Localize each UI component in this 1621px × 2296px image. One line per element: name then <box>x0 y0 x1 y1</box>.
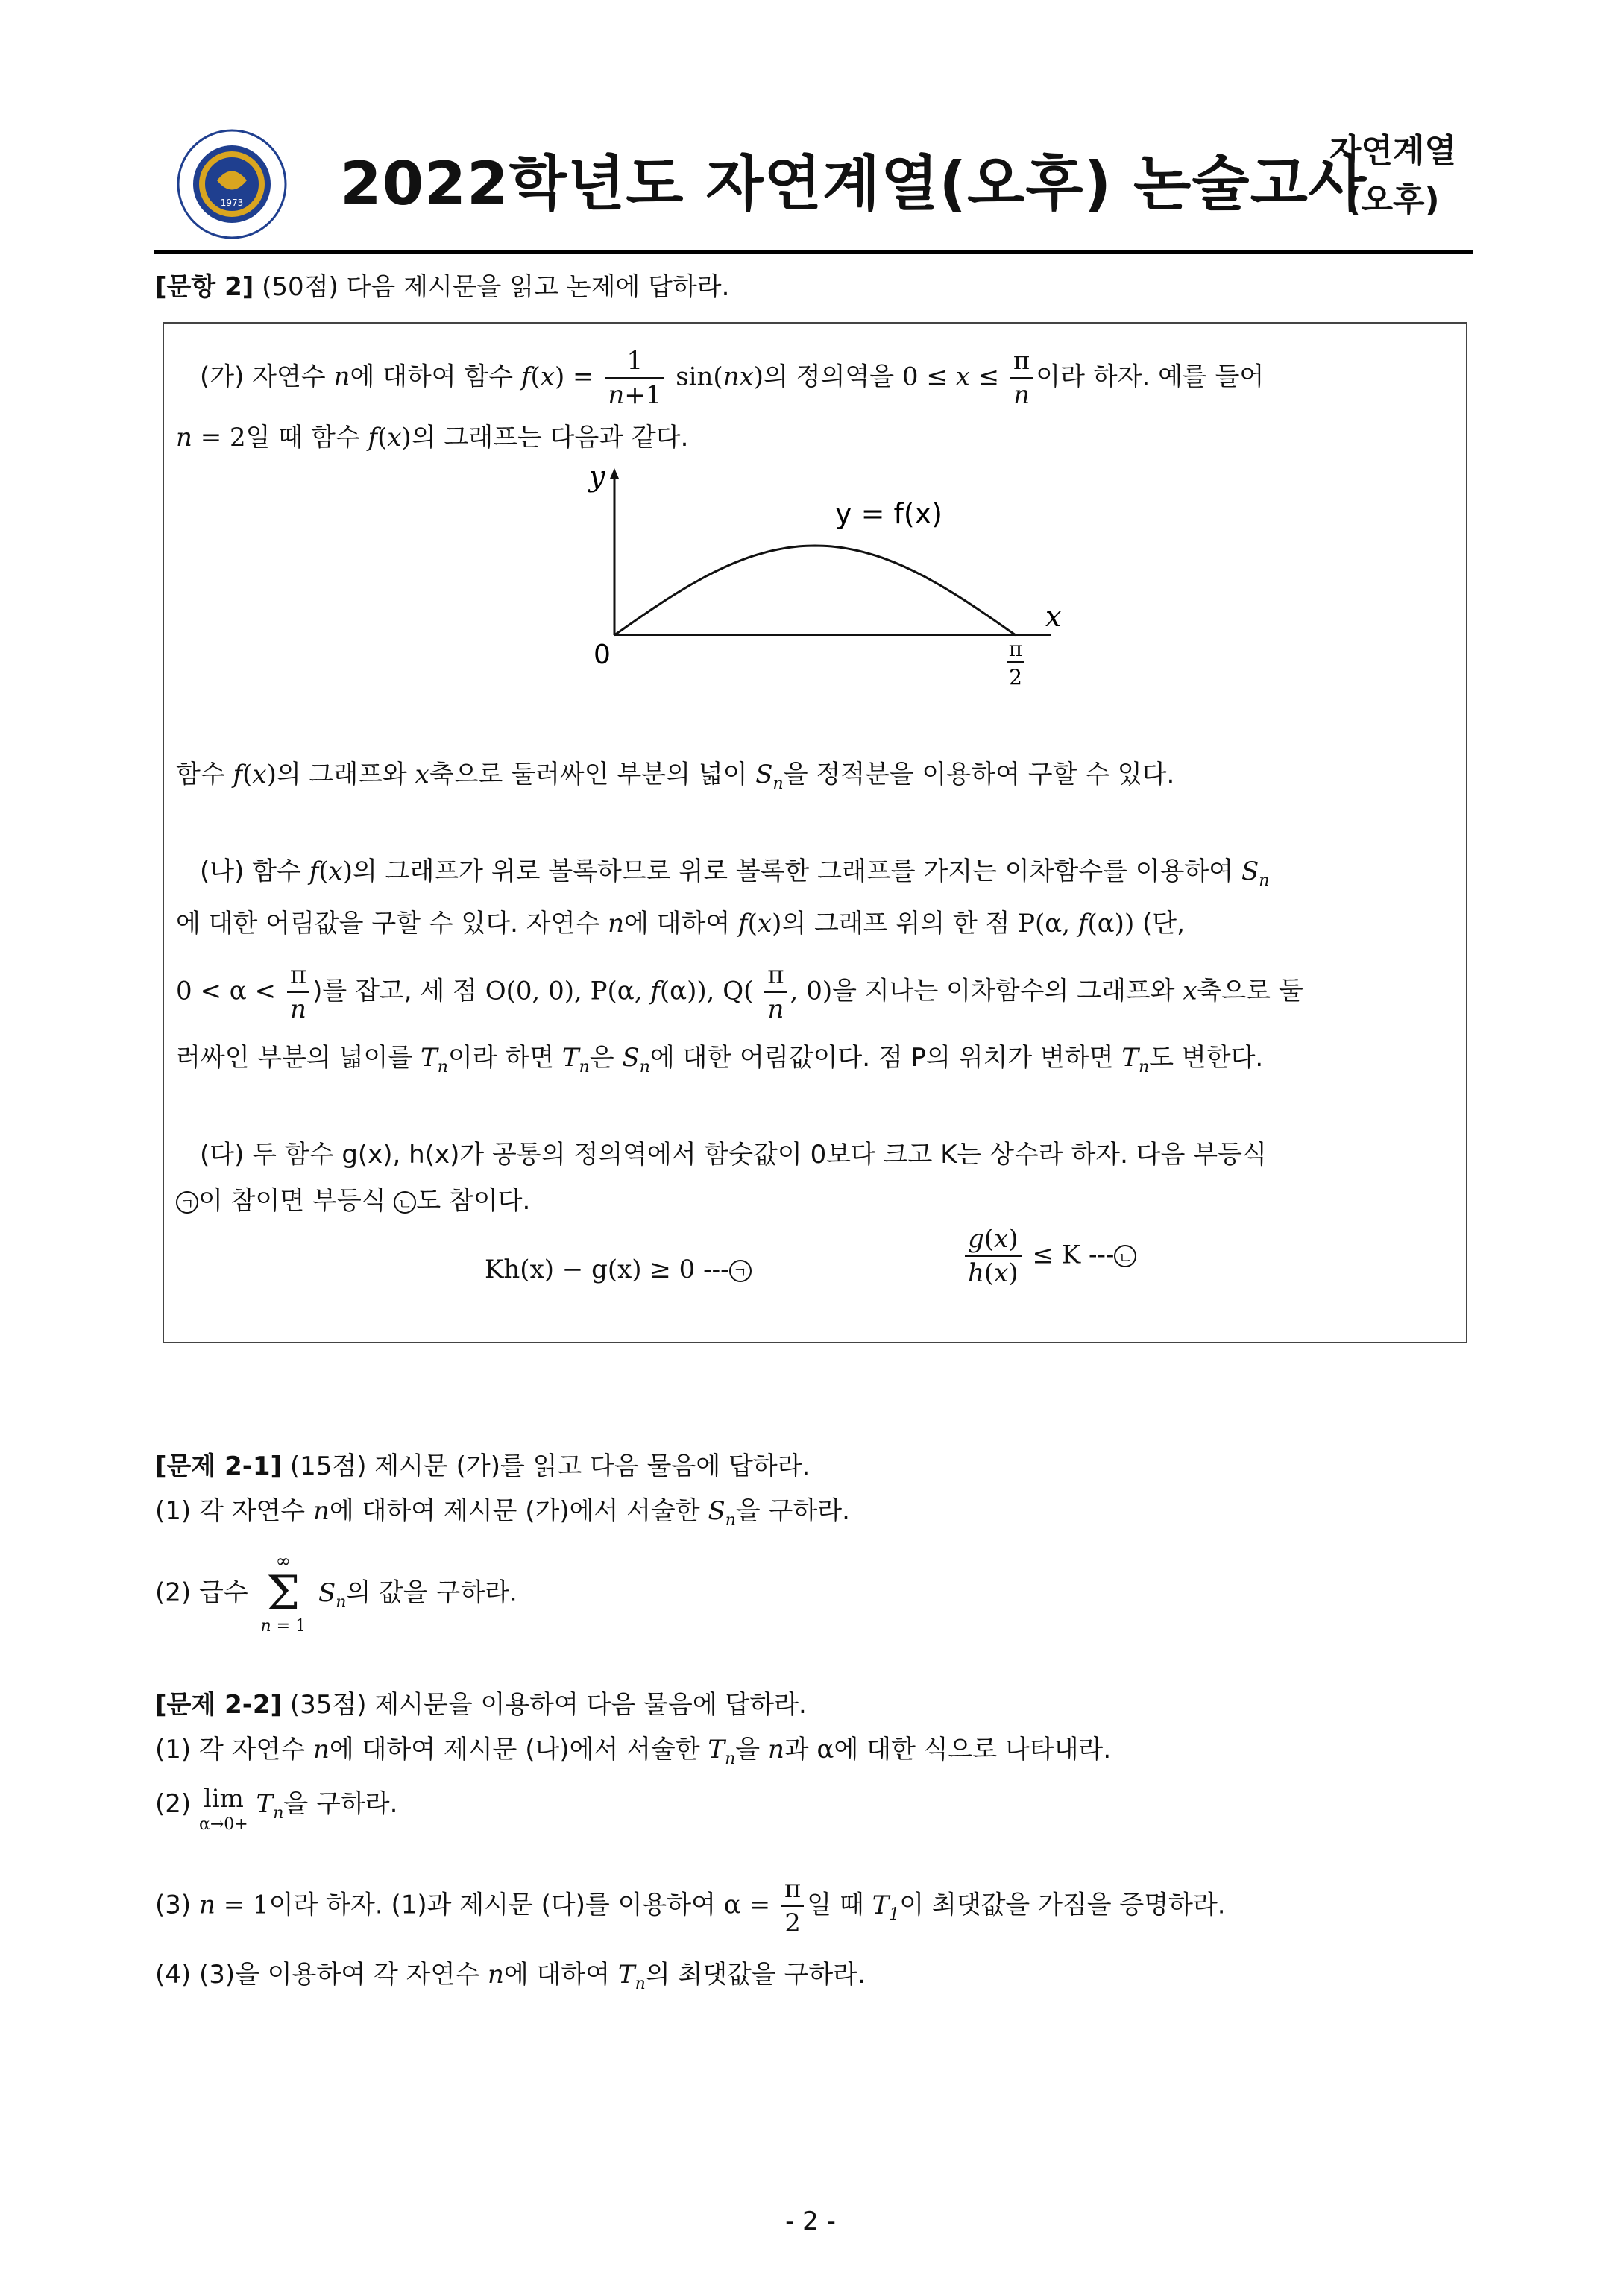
inequality-2: $\frac{g(x)}{h(x)}$ ≤ K --- ㄴ <box>962 1223 1136 1290</box>
passage-na-line2: 에 대한 어림값을 구할 수 있다. 자연수 n에 대하여 f(x)의 그래프 위의 한 점 P(α, f(α)) (단, <box>176 909 1185 939</box>
pi-label: π <box>1008 637 1023 661</box>
problem-2-2-heading: [문제 2-2] (35점) 제시문을 이용하여 다음 물음에 답하라. <box>155 1690 807 1720</box>
inequality-1: Kh(x) − g(x) ≥ 0 --- ㄱ <box>485 1251 752 1288</box>
problem-2-2-q2: (2) lim α→0+ $T_n$을 구하라. <box>155 1784 398 1834</box>
question-heading: [문항 2] (50점) 다음 제시문을 읽고 논제에 답하라. <box>155 272 730 302</box>
page-number: - 2 - <box>785 2207 836 2236</box>
passage-na-line4: 러싸인 부분의 넓이를 $T_n$이라 하면 $T_n$은 $S_n$에 대한 어림값이다. 점 P의 위치가 변하면 $T_n$도 변한다. <box>176 1043 1264 1076</box>
sine-graph <box>567 464 1089 710</box>
category-label: 자연계열 (오후) <box>1329 132 1456 219</box>
svg-text:1973: 1973 <box>220 198 244 208</box>
problem-2-2-q4: (4) (3)을 이용하여 각 자연수 n에 대하여 $T_n$의 최댓값을 구하라. <box>155 1960 866 1993</box>
y-axis-label: y <box>589 464 605 493</box>
passage-da-line1: (다) 두 함수 g(x), h(x)가 공통의 정의역에서 함숫값이 0보다 크고 K는 상수라 하자. 다음 부등식 <box>200 1140 1267 1170</box>
page-title: 2022학년도 자연계열(오후) 논술고사 <box>340 149 1367 218</box>
function-label: y = f(x) <box>835 497 943 530</box>
problem-2-1-q2: (2) 급수 ∞ Σ n = 1 $S_n$의 값을 구하라. <box>155 1551 517 1636</box>
university-logo <box>176 128 288 240</box>
problem-2-1-q1: (1) 각 자연수 n에 대하여 제시문 (가)에서 서술한 $S_n$을 구하라. <box>155 1496 850 1530</box>
passage-ga-after: 함수 f(x)의 그래프와 x축으로 둘러싸인 부분의 넓이 $S_n$을 정적분을 이용하여 구할 수 있다. <box>176 760 1175 793</box>
passage-ga-line2: n = 2일 때 함수 f(x)의 그래프는 다음과 같다. <box>176 423 689 452</box>
passage-na-line1: (나) 함수 f(x)의 그래프가 위로 볼록하므로 위로 볼록한 그래프를 가지는 이차함수를 이용하여 $S_n$ <box>200 857 1270 890</box>
header-divider <box>154 250 1473 254</box>
origin-label: 0 <box>594 640 611 670</box>
passage-na-line3: 0 < α < $\frac{\pi}{n}$ )를 잡고, 세 점 O(0, 0), P(α, f(α)), Q( $\frac{\pi}{n}$ , 0)을 지나는 이차함수의 그래프와 x축으로 둘 <box>176 960 1303 1024</box>
two-label: 2 <box>1009 665 1022 690</box>
sine-curve <box>614 546 1016 635</box>
problem-2-2-q3: (3) n = 1이라 하자. (1)과 제시문 (다)를 이용하여 α = $\frac{\pi}{2}$ 일 때 $T_1$이 최댓값을 가짐을 증명하라. <box>155 1874 1226 1938</box>
problem-2-1-heading: [문제 2-1] (15점) 제시문 (가)를 읽고 다음 물음에 답하라. <box>155 1451 810 1481</box>
problem-2-2-q1: (1) 각 자연수 n에 대하여 제시문 (나)에서 서술한 $T_n$을 n과 α에 대한 식으로 나타내라. <box>155 1735 1112 1768</box>
passage-ga-line1: (가) 자연수 n에 대하여 함수 f(x) = $\frac{1}{n+1}$ sin(nx)의 정의역을 0 ≤ x ≤ $\frac{\pi}{n}$ 이라 하자. 예를 들어 <box>200 346 1265 410</box>
passage-da-line2: ㄱ 이 참이면 부등식 ㄴ 도 참이다. <box>176 1185 530 1217</box>
y-axis-arrow <box>610 468 619 479</box>
x-axis-label: x <box>1045 600 1062 633</box>
